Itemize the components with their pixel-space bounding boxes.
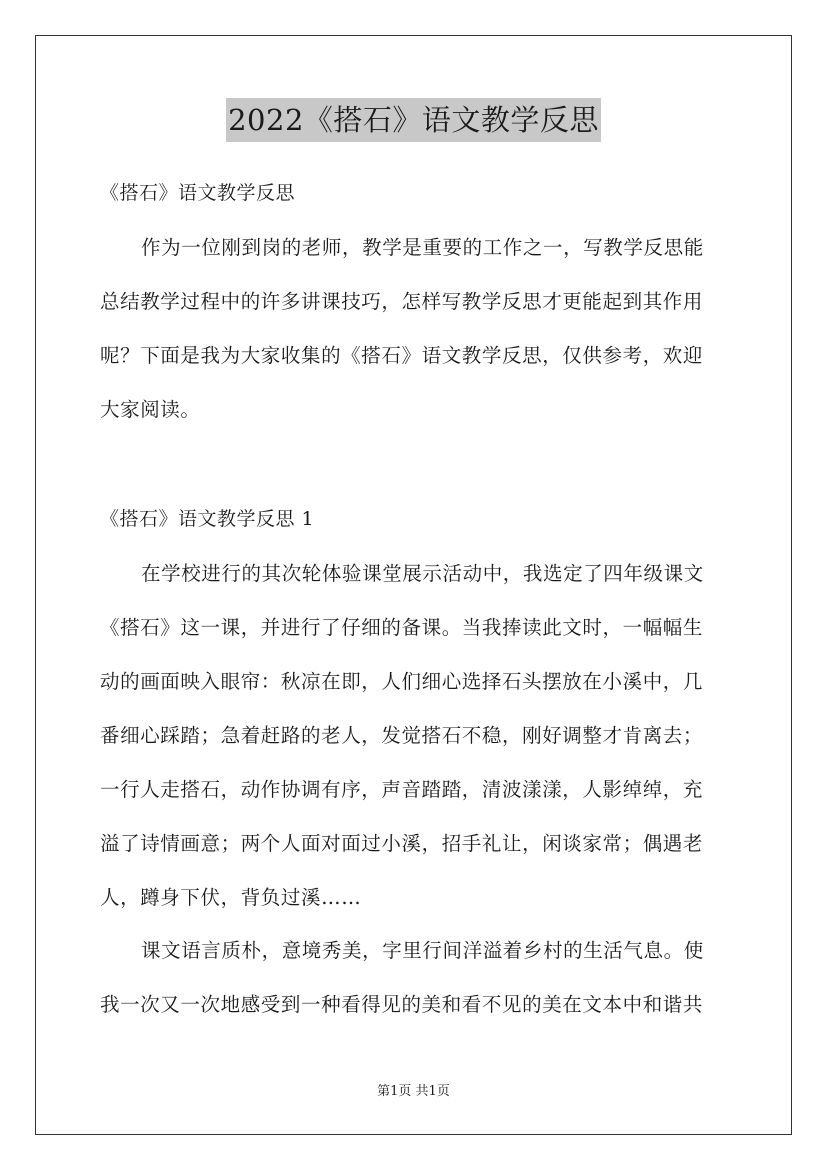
document-subtitle: 《搭石》语文教学反思	[100, 182, 296, 204]
text-line: 呢？下面是我为大家收集的《搭石》语文教学反思，仅供参考，欢迎	[100, 344, 704, 367]
intro-paragraph	[100, 221, 728, 437]
text-line: 我一次又一次地感受到一种看得见的美和看不见的美在文本中和谐共	[100, 993, 704, 1016]
body-paragraph-2	[100, 924, 728, 1032]
title-container	[0, 98, 827, 142]
body-paragraph-1	[100, 547, 728, 925]
text-line: 作为一位刚到岗的老师，教学是重要的工作之一，写教学反思能	[141, 236, 704, 259]
text-line: 《搭石》这一课，并进行了仔细的备课。当我捧读此文时，一幅幅生	[100, 616, 704, 639]
text-line: 课文语言质朴，意境秀美，字里行间洋溢着乡村的生活气息。使	[141, 939, 704, 962]
text-line: 在学校进行的其次轮体验课堂展示活动中，我选定了四年级课文	[141, 562, 704, 585]
text-line: 溢了诗情画意；两个人面对面过小溪，招手礼让，闲谈家常；偶遇老	[100, 832, 704, 855]
text-line: 大家阅读。	[100, 398, 201, 421]
text-line: 动的画面映入眼帘：秋凉在即，人们细心选择石头摆放在小溪中，几	[100, 670, 704, 693]
text-line: 一行人走搭石，动作协调有序，声音踏踏，清波漾漾，人影绰绰，充	[100, 778, 704, 801]
section-heading: 《搭石》语文教学反思 1	[100, 508, 315, 530]
text-line: 人，蹲身下伏，背负过溪……	[100, 886, 362, 909]
page-footer: 第1页 共1页	[377, 1084, 450, 1099]
text-line: 番细心踩踏；急着赶路的老人，发觉搭石不稳，刚好调整才肯离去；	[100, 724, 704, 747]
document-title: 2022《搭石》语文教学反思	[226, 98, 601, 142]
text-line: 总结教学过程中的许多讲课技巧，怎样写教学反思才更能起到其作用	[100, 290, 704, 313]
